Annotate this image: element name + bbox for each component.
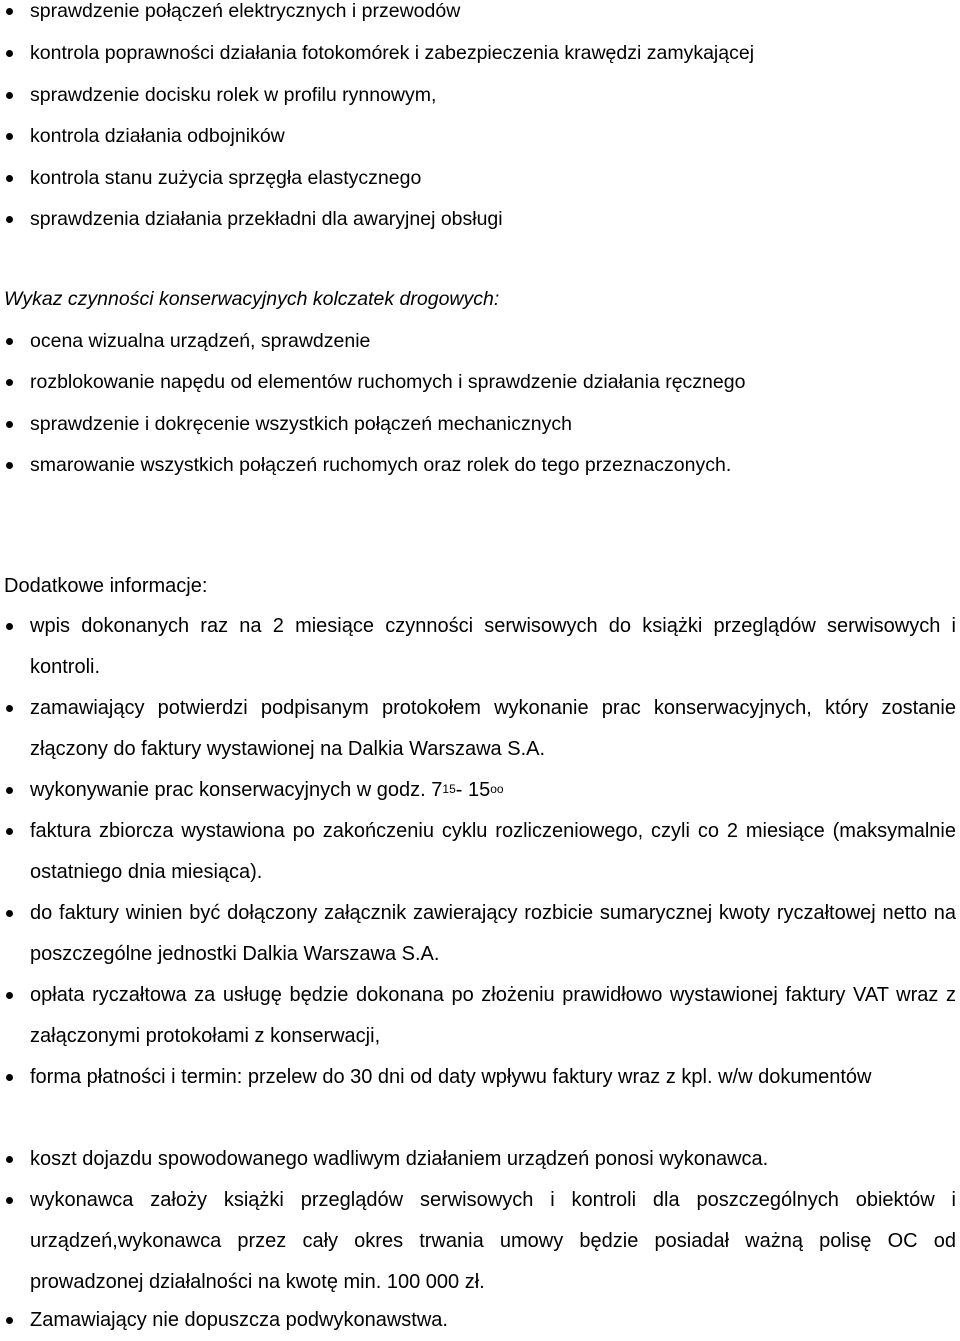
list-item: sprawdzenia działania przekładni dla awaryjnej obsługi <box>30 208 956 231</box>
list-item: sprawdzenie połączeń elektrycznych i przewodów <box>30 0 956 23</box>
section-heading: Wykaz czynności konserwacyjnych kolczatek drogowych: <box>4 288 500 310</box>
list-item: kontrola stanu zużycia sprzęgła elastycznego <box>30 167 956 190</box>
list-item <box>30 770 956 813</box>
work-hours-text: - 15 <box>455 779 491 801</box>
list-item: opłata ryczałtowa za usługę będzie dokonana po złożeniu prawidłowo wystawionej faktury VAT wraz z załączonymi protokołami z konserwacji, <box>30 975 956 1057</box>
list-item: smarowanie wszystkich połączeń ruchomych oraz rolek do tego przeznaczonych. <box>30 454 956 477</box>
list-item: wykonawca założy książki przeglądów serwisowych i kontroli dla poszczególnych obiektów i urządzeń,wykonawca przez cały okres trwania umowy będzie posiadał ważną polisę OC od prowadzonej działalności na kwotę min. 100 000 zł. <box>30 1180 956 1303</box>
superscript: oo <box>490 782 504 796</box>
list-item: ocena wizualna urządzeń, sprawdzenie <box>30 330 956 353</box>
list-item: wpis dokonanych raz na 2 miesiące czynności serwisowych do książki przeglądów serwisowych i kontroli. <box>30 606 956 688</box>
section-heading: Dodatkowe informacje: <box>4 575 208 597</box>
list-item: Zamawiający nie dopuszcza podwykonawstwa. <box>30 1300 956 1341</box>
list-item: koszt dojazdu spowodowanego wadliwym działaniem urządzeń ponosi wykonawca. <box>30 1139 956 1180</box>
list-item: do faktury winien być dołączony załącznik zawierający rozbicie sumarycznej kwoty ryczałtowej netto na poszczególne jednostki Dalkia Warszawa S.A. <box>30 893 956 975</box>
list-item: sprawdzenie i dokręcenie wszystkich połączeń mechanicznych <box>30 413 956 436</box>
list-item: faktura zbiorcza wystawiona po zakończeniu cyklu rozliczeniowego, czyli co 2 miesiące (maksymalnie ostatniego dnia miesiąca). <box>30 811 956 893</box>
list-item: forma płatności i termin: przelew do 30 dni od daty wpływu faktury wraz z kpl. w/w dokumentów <box>30 1057 956 1098</box>
list-item: kontrola działania odbojników <box>30 125 956 148</box>
list-item: rozblokowanie napędu od elementów ruchomych i sprawdzenie działania ręcznego <box>30 371 956 394</box>
list-item: sprawdzenie docisku rolek w profilu rynnowym, <box>30 84 956 107</box>
list-item: kontrola poprawności działania fotokomórek i zabezpieczenia krawędzi zamykającej <box>30 42 956 65</box>
list-item: zamawiający potwierdzi podpisanym protokołem wykonanie prac konserwacyjnych, który zostanie złączony do faktury wystawionej na Dalkia Warszawa S.A. <box>30 688 956 770</box>
superscript: 15 <box>442 782 456 796</box>
work-hours-text: wykonywanie prac konserwacyjnych w godz. 7 <box>30 779 443 801</box>
